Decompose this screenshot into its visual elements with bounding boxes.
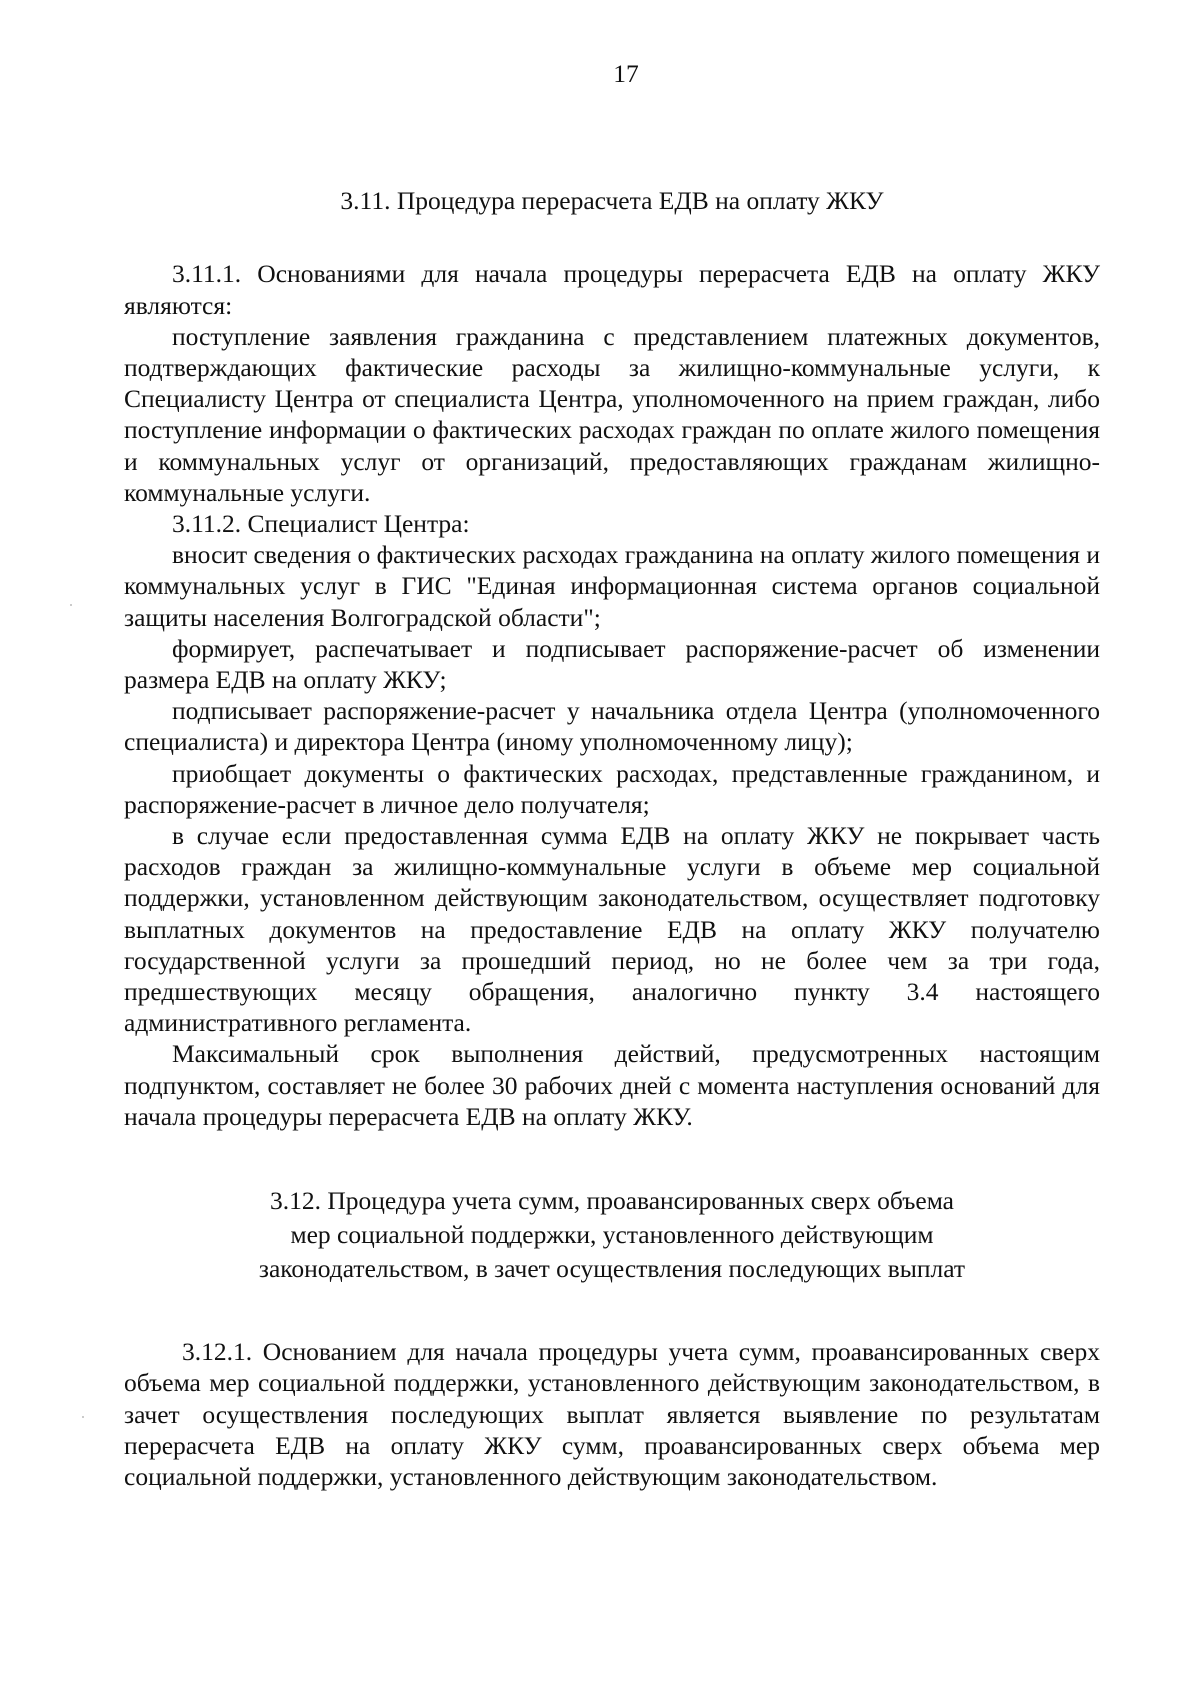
section-3-12-heading-line-3: законодательством, в зачет осуществления последующих выплат xyxy=(258,1254,966,1284)
paragraph-grounds: поступление заявления гражданина с представлением платежных документов, подтверждающих фактические расходы за жилищно-коммунальные услуги, к Специалисту Центра от специалиста Центра, уполномоченного на прием граждан, либо поступление информации о фактических расходах граждан по оплате жилого помещения и коммунальных услуг от организаций, предоставляющих гражданам жилищно-коммунальные услуги. xyxy=(124,321,1100,507)
page-number: 17 xyxy=(613,59,639,88)
section-3-12-heading xyxy=(124,1184,1100,1286)
paragraph-3-12-1: 3.12.1. Основанием для начала процедуры учета сумм, проавансированных сверх объема мер социальной поддержки, установленного действующим законодательством, в зачет осуществления последующих выплат является выявление по результатам перерасчета ЕДВ на оплату ЖКУ сумм, проавансированных сверх объема мер социальной поддержки, установленного действующим законодательством. xyxy=(124,1337,1100,1491)
section-3-12-heading-line-2: мер социальной поддержки, установленного действующим xyxy=(290,1220,934,1250)
paragraph-enters-info: вносит сведения о фактических расходах гражданина на оплату жилого помещения и коммунальных услуг в ГИС "Единая информационная система органов социальной защиты населения Волгоградской области"; xyxy=(124,540,1100,632)
scan-speck xyxy=(70,604,72,606)
paragraph-payment-preparation: в случае если предоставленная сумма ЕДВ на оплату ЖКУ не покрывает часть расходов граждан за жилищно-коммунальные услуги в объеме мер социальной поддержки, установленном действующим законодательством, осуществляет подготовку выплатных документов на предоставление ЕДВ на оплату ЖКУ получателю государственной услуги за прошедший период, но не более чем за три года, предшествующих месяцу обращения, аналогично пункту 3.4 настоящего административного регламента. xyxy=(124,821,1100,1038)
paragraph-forms-order: формирует, распечатывает и подписывает распоряжение-расчет об изменении размера ЕДВ на оплату ЖКУ; xyxy=(124,633,1100,695)
paragraph-attaches-documents: приобщает документы о фактических расходах, представленные гражданином, и распоряжение-расчет в личное дело получателя; xyxy=(124,758,1100,819)
paragraph-max-term: Максимальный срок выполнения действий, предусмотренных настоящим подпунктом, составляет не более 30 рабочих дней с момента наступления оснований для начала процедуры перерасчета ЕДВ на оплату ЖКУ. xyxy=(124,1039,1100,1131)
section-3-11-body xyxy=(124,258,1100,1132)
section-3-12-heading-line-1: 3.12. Процедура учета сумм, проавансированных сверх объема xyxy=(270,1186,954,1216)
section-3-12-body xyxy=(124,1336,1100,1492)
paragraph-3-11-2: 3.11.2. Специалист Центра: xyxy=(172,509,470,539)
scan-speck xyxy=(82,1416,84,1418)
section-3-11-heading: 3.11. Процедура перерасчета ЕДВ на оплату ЖКУ xyxy=(340,186,884,216)
paragraph-signs-order: подписывает распоряжение-расчет у начальника отдела Центра (уполномоченного специалиста) и директора Центра (иному уполномоченному лицу); xyxy=(124,696,1100,757)
paragraph-3-11-1: 3.11.1. Основаниями для начала процедуры перерасчета ЕДВ на оплату ЖКУ являются: xyxy=(124,259,1100,320)
